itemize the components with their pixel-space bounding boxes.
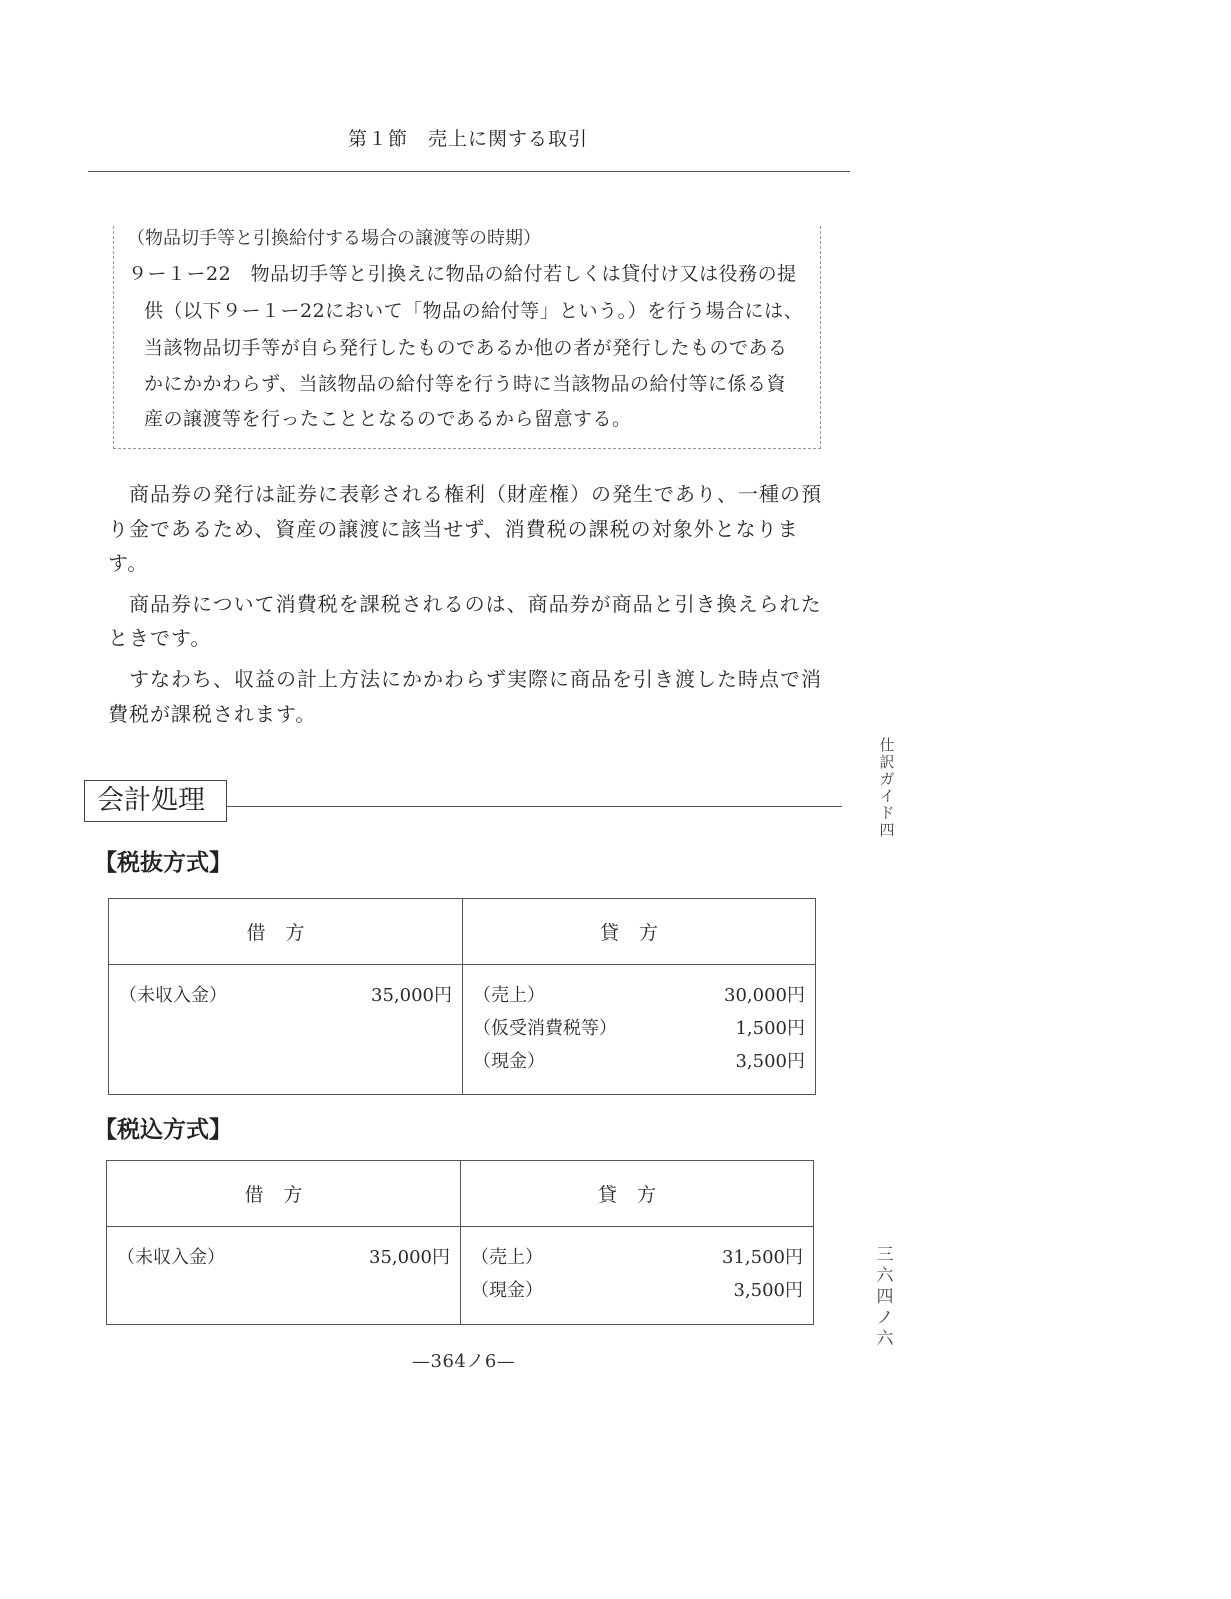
credit-cell (461, 1227, 814, 1325)
debit-cell (107, 1227, 461, 1325)
journal-entry (471, 1274, 803, 1307)
amount: 35,000円 (371, 985, 452, 1006)
account-name: （売上） (471, 1247, 543, 1268)
body-line: 費税が課税されます。 (108, 702, 317, 726)
body-line: すなわち、収益の計上方法にかかわらず実際に商品を引き渡した時点で消 (108, 667, 822, 691)
account-name: （未収入金） (117, 1247, 225, 1268)
account-name: （売上） (473, 985, 545, 1006)
notice-line: 産の譲渡等を行ったこととなるのであるから留意する。 (144, 408, 632, 430)
section-heading: 会計処理 (84, 780, 227, 822)
notice-line: 当該物品切手等が自ら発行したものであるか他の者が発行したものである (144, 337, 788, 359)
side-page-kanji (875, 1245, 895, 1350)
amount: 1,500円 (735, 1018, 805, 1039)
account-name: （未収入金） (119, 985, 227, 1006)
page-number: —364ノ6— (412, 1351, 516, 1372)
journal-table-tax-excluded (108, 898, 816, 1095)
notice-line: ９ー１ー22 物品切手等と引換えに物品の給付若しくは貸付け又は役務の提 (128, 263, 797, 285)
side-guide-text: 仕訳ガイド四 (879, 736, 895, 839)
credit-header: 貸方 (463, 899, 816, 965)
credit-header: 貸方 (461, 1161, 814, 1227)
notice-title: （物品切手等と引換給付する場合の譲渡等の時期） (127, 228, 541, 249)
journal-table-tax-included (106, 1160, 814, 1325)
section-title: 売上に関する取引 (428, 128, 589, 150)
amount: 30,000円 (724, 985, 805, 1006)
journal-entry (117, 1241, 450, 1274)
amount: 35,000円 (369, 1247, 450, 1268)
account-name: （仮受消費税等） (473, 1018, 617, 1039)
account-name: （現金） (473, 1051, 545, 1072)
amount: 31,500円 (722, 1247, 803, 1268)
side-guide-label (877, 737, 897, 839)
amount: 3,500円 (733, 1280, 803, 1301)
journal-entry (473, 979, 805, 1012)
amount: 3,500円 (735, 1051, 805, 1072)
debit-header: 借方 (107, 1161, 461, 1227)
body-line: 商品券について消費税を課税されるのは、商品券が商品と引き換えられた (108, 592, 822, 616)
journal-entry (471, 1241, 803, 1274)
tax-included-label: 【税込方式】 (94, 1117, 232, 1143)
header-rule (88, 171, 850, 172)
notice-line: かにかかわらず、当該物品の給付等を行う時に当該物品の給付等に係る資 (144, 373, 786, 395)
tax-excluded-label: 【税抜方式】 (94, 850, 232, 876)
credit-cell (463, 965, 816, 1095)
section-rule (227, 806, 842, 807)
journal-entry (119, 979, 452, 1012)
journal-entry (473, 1045, 805, 1078)
section-number: 第１節 (348, 128, 409, 150)
body-line: 商品券の発行は証券に表彰される権利（財産権）の発生であり、一種の預 (108, 482, 822, 506)
account-name: （現金） (471, 1280, 543, 1301)
body-line: す。 (108, 551, 149, 575)
body-line: ときです。 (108, 626, 212, 650)
side-page-kanji-text: 三六四ノ六 (876, 1245, 894, 1349)
journal-entry (473, 1012, 805, 1045)
page-header (348, 124, 588, 151)
debit-cell (109, 965, 463, 1095)
body-line: り金であるため、資産の譲渡に該当せず、消費税の課税の対象外となりま (108, 517, 799, 541)
notice-line: 供（以下９ー１ー22において「物品の給付等」という。）を行う場合には、 (144, 300, 804, 322)
debit-header: 借方 (109, 899, 463, 965)
